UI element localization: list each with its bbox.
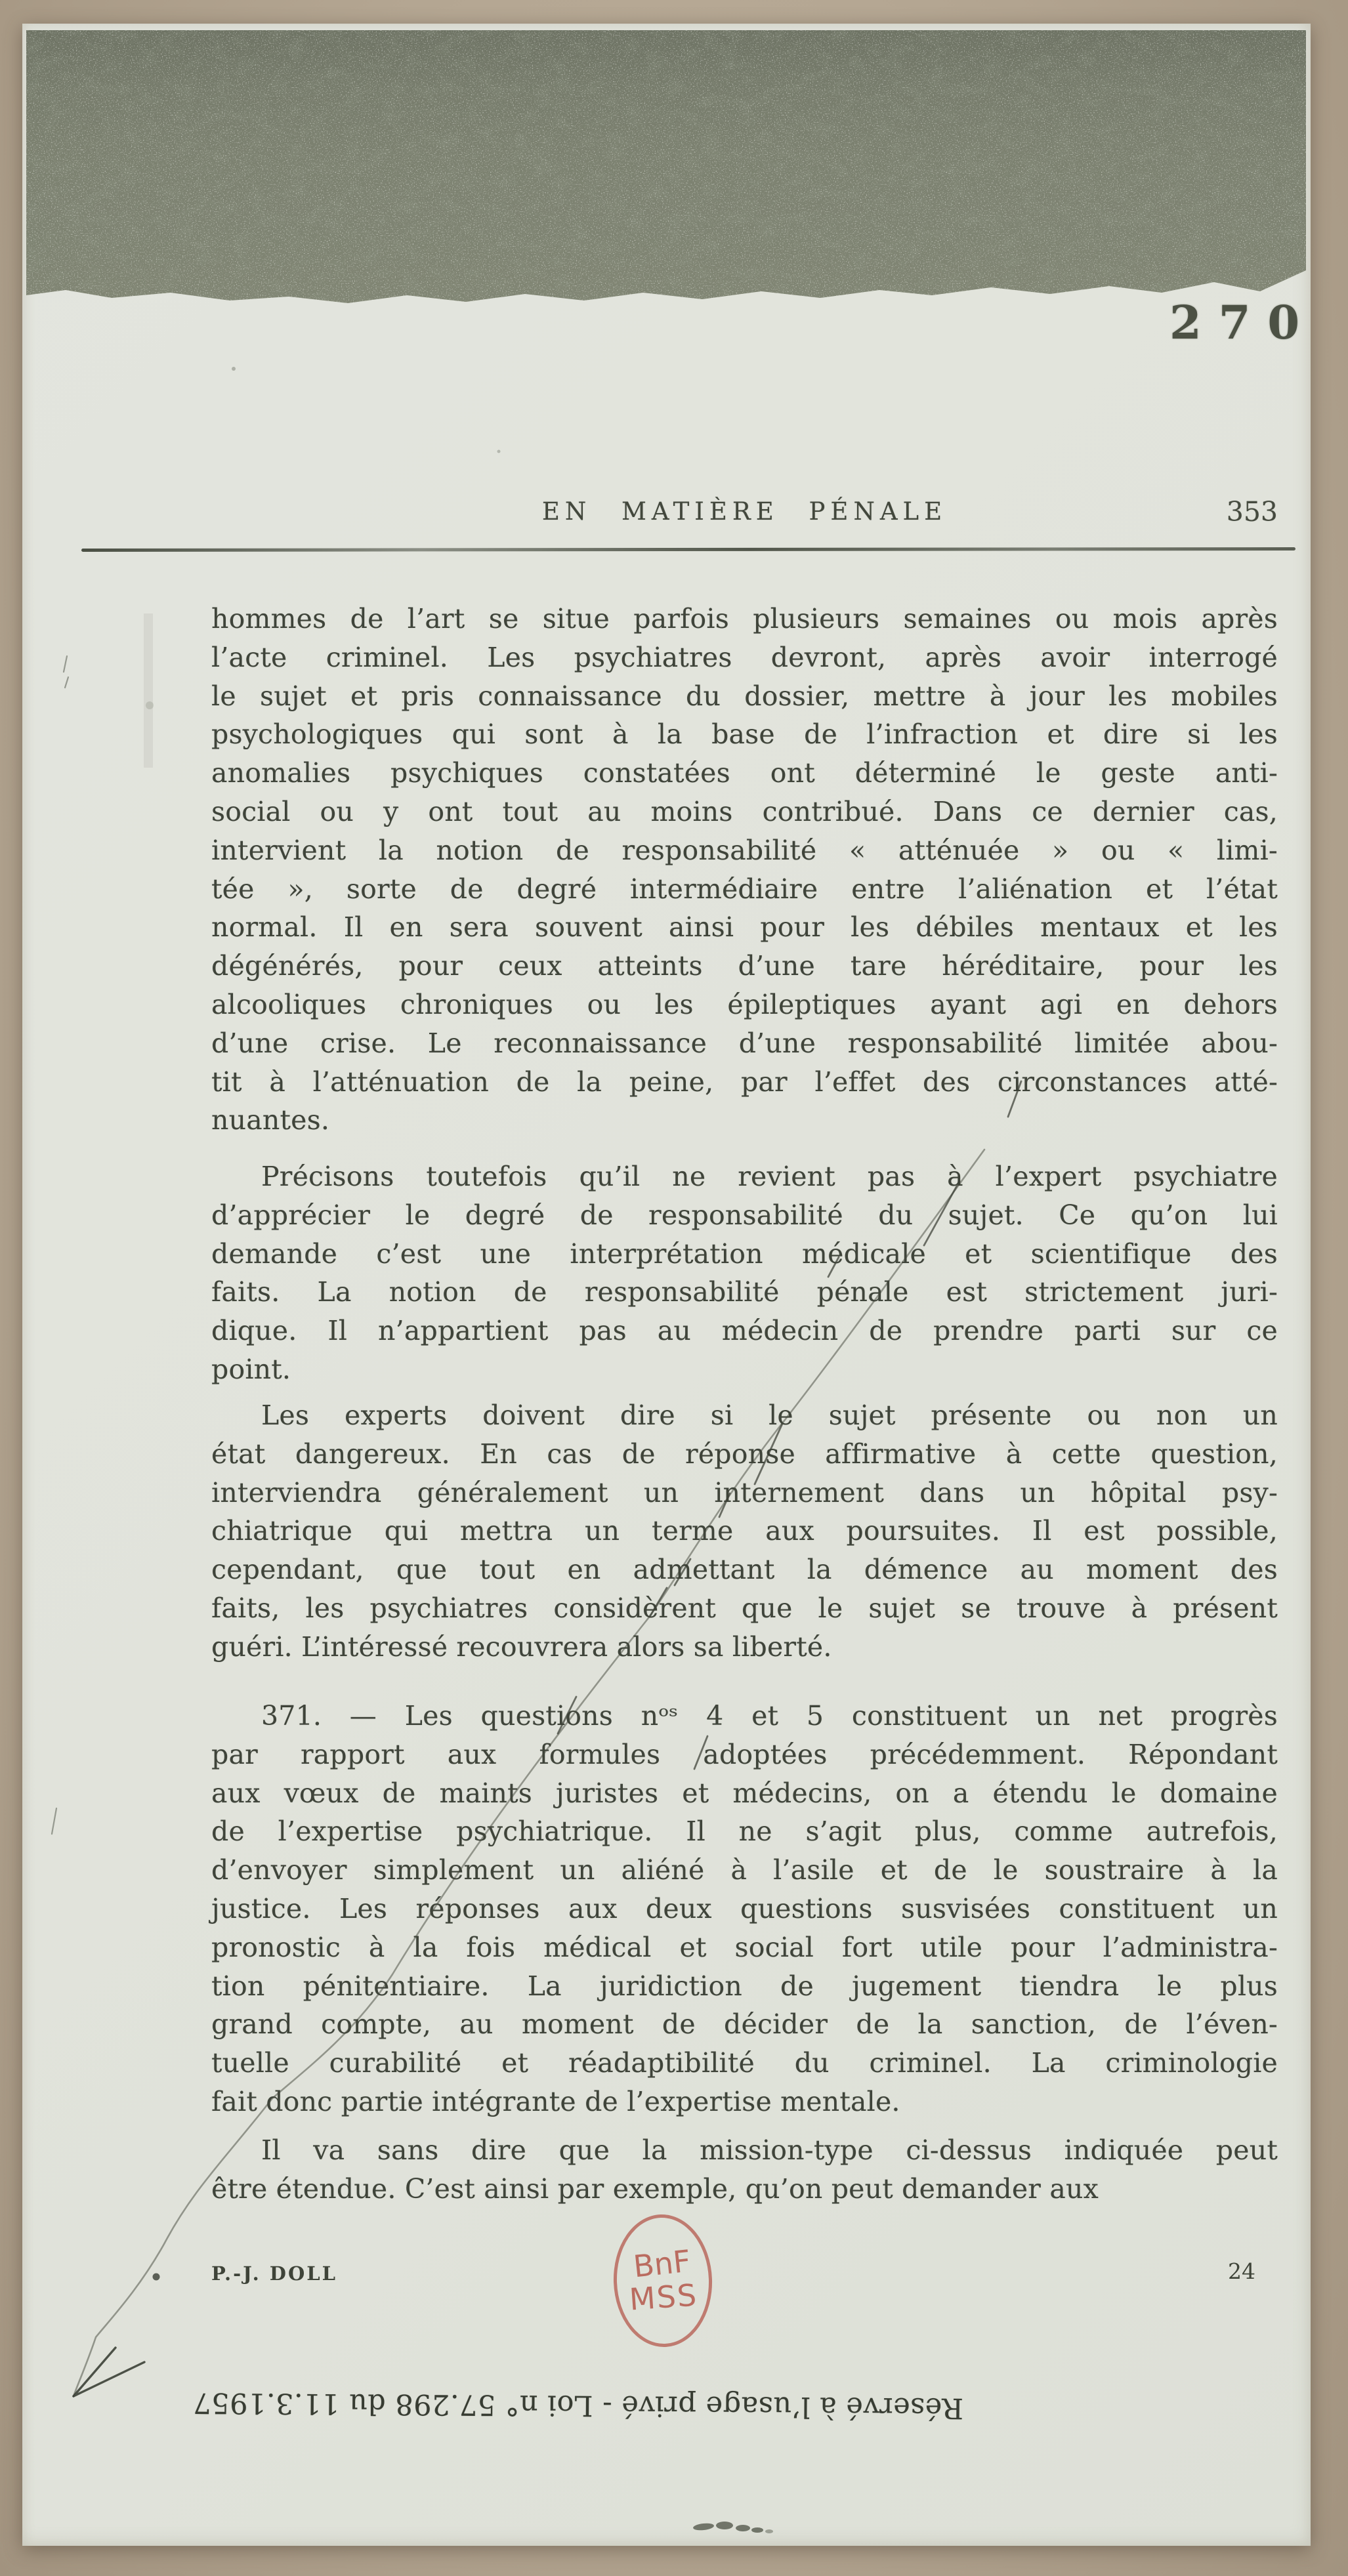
text-line: le sujet et pris connaissance du dossier, mettre à jour les mobiles (211, 680, 1278, 712)
scanned-page (22, 24, 1317, 2546)
paragraph-1 (211, 600, 1278, 1140)
paragraph-3 (211, 1396, 1278, 1667)
text-line: être étendue. C’est ainsi par exemple, qu’on peut demander aux (211, 2172, 1099, 2205)
bottom-smudge (693, 2522, 773, 2533)
text-line: pronostic à la fois médical et social fort utile pour l’administra- (211, 1931, 1278, 1963)
text-line: tit à l’atténuation de la peine, par l’effet des circonstances atté- (211, 1066, 1278, 1098)
text-line: Précisons toutefois qu’il ne revient pas à l’expert psychiatre (261, 1161, 1278, 1192)
text-line: de l’expertise psychiatrique. Il ne s’agit plus, comme autrefois, (211, 1816, 1278, 1848)
text-line: cependant, que tout en admettant la démence au moment des (211, 1554, 1278, 1586)
text-line: grand compte, au moment de décider de la sanction, de l’éven- (211, 2008, 1278, 2041)
text-line: faits, les psychiatres considèrent que le sujet se trouve à présent (211, 1592, 1278, 1624)
text-line: guéri. L’intéressé recouvrera alors sa liberté. (211, 1631, 832, 1663)
scan-streak (144, 613, 153, 768)
paragraph-2 (211, 1157, 1278, 1389)
text-line: chiatrique qui mettra un terme aux poursuites. Il est possible, (211, 1515, 1278, 1547)
text-line: aux vœux de maints juristes et médecins, on a étendu le domaine (211, 1777, 1278, 1809)
text-line: Il va sans dire que la mission-type ci-dessus indiquée peut (261, 2134, 1278, 2166)
text-line: anomalies psychiques constatées ont déterminé le geste anti- (211, 757, 1278, 789)
text-line: fait donc partie intégrante de l’expertise mentale. (211, 2085, 900, 2117)
text-line: normal. Il en sera souvent ainsi pour les débiles mentaux et les (211, 911, 1278, 944)
text-line: demande c’est une interprétation médicale et scientifique des (211, 1237, 1278, 1270)
footer-sheet-number: 24 (1228, 2258, 1255, 2284)
rights-notice-rotated: Réservé à l’usage privé - Loi n° 57.298 du 11.3.1957 (192, 2386, 964, 2424)
text-line: 371. — Les questions nᵒˢ 4 et 5 constituent un net progrès (261, 1700, 1278, 1732)
paragraph-5 (211, 2131, 1278, 2209)
text-line: tée », sorte de degré intermédiaire entre l’aliénation et l’état (211, 873, 1278, 905)
text-line: interviendra généralement un internement dans un hôpital psy- (211, 1476, 1278, 1508)
text-line: psychologiques qui sont à la base de l’infraction et dire si les (211, 718, 1278, 751)
text-line: dique. Il n’appartient pas au médecin de prendre parti sur ce (211, 1315, 1278, 1347)
author-signature: P.-J. DOLL (211, 2262, 337, 2285)
text-line: dégénérés, pour ceux atteints d’une tare héréditaire, pour les (211, 950, 1278, 982)
text-line: tion pénitentiaire. La juridiction de jugement tiendra le plus (211, 1970, 1278, 2002)
stamp-text-mss: MSS (628, 2277, 699, 2317)
text-line: faits. La notion de responsabilité pénale est strictement juri- (211, 1276, 1278, 1308)
running-header-title: EN MATIÈRE PÉNALE (541, 497, 948, 526)
text-line: d’apprécier le degré de responsabilité du sujet. Ce qu’on lui (211, 1199, 1278, 1231)
band-noise-texture (26, 30, 1306, 312)
text-line: par rapport aux formules adoptées précédemment. Répondant (211, 1738, 1278, 1770)
text-line: l’acte criminel. Les psychiatres devront, après avoir interrogé (211, 641, 1278, 673)
text-line: d’une crise. Le reconnaissance d’une responsabilité limitée abou- (211, 1027, 1278, 1059)
text-line: d’envoyer simplement un aliéné à l’asile et de le soustraire à la (211, 1854, 1278, 1886)
pencil-dot (153, 2274, 160, 2281)
text-line: état dangereux. En cas de réponse affirmative à cette question, (211, 1438, 1278, 1470)
text-line: nuantes. (211, 1104, 330, 1136)
header-rule (81, 547, 1295, 552)
printed-page-number: 353 (1226, 496, 1278, 528)
folio-stamp: 270 (1169, 295, 1317, 350)
text-line: point. (211, 1353, 291, 1385)
text-line: alcooliques chroniques ou les épileptiques ayant agi en dehors (211, 988, 1278, 1020)
paragraph-4-section-371 (211, 1697, 1278, 2121)
stamp-text-bnf: BnF (631, 2243, 693, 2285)
text-line: justice. Les réponses aux deux questions susvisées constituent un (211, 1892, 1278, 1924)
text-line: intervient la notion de responsabilité « atténuée » ou « limi- (211, 834, 1278, 866)
text-line: hommes de l’art se situe parfois plusieurs semaines ou mois après (211, 603, 1278, 634)
text-line: social ou y ont tout au moins contribué. Dans ce dernier cas, (211, 795, 1278, 827)
text-line: tuelle curabilité et réadaptibilité du criminel. La criminologie (211, 2047, 1278, 2079)
bnf-mss-library-stamp (612, 2212, 715, 2348)
text-line: Les experts doivent dire si le sujet présente ou non un (261, 1400, 1278, 1431)
scanner-dark-band (26, 30, 1306, 312)
